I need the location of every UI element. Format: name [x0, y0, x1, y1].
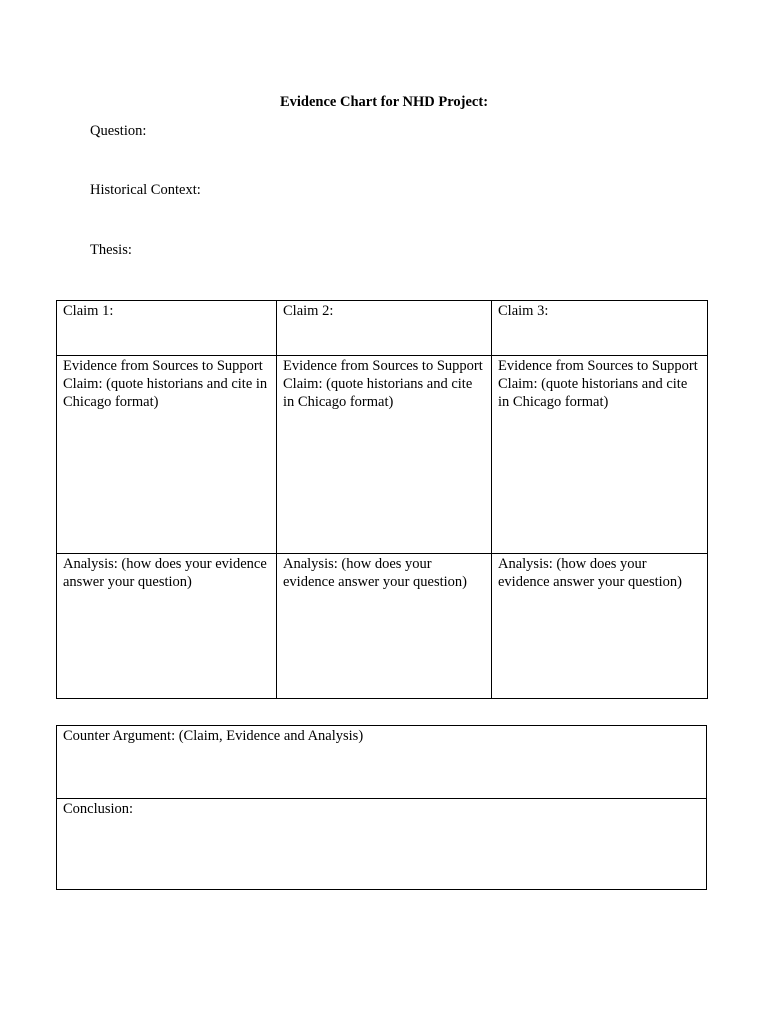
counter-argument-row: [57, 726, 707, 799]
summary-table: [56, 725, 707, 890]
evidence-1-cell[interactable]: Evidence from Sources to Support Claim: (quote historians and cite in Chicago format): [57, 356, 277, 554]
evidence-row: [57, 356, 708, 554]
question-label: Question:: [90, 123, 147, 139]
claim-2-cell[interactable]: Claim 2:: [277, 301, 492, 356]
claim-3-cell[interactable]: Claim 3:: [492, 301, 708, 356]
thesis-label: Thesis:: [90, 242, 132, 258]
counter-argument-cell[interactable]: Counter Argument: (Claim, Evidence and Analysis): [57, 726, 707, 799]
evidence-3-cell[interactable]: Evidence from Sources to Support Claim: (quote historians and cite in Chicago format): [492, 356, 708, 554]
evidence-2-cell[interactable]: Evidence from Sources to Support Claim: (quote historians and cite in Chicago format): [277, 356, 492, 554]
conclusion-row: [57, 799, 707, 890]
document-title: Evidence Chart for NHD Project:: [279, 94, 489, 110]
evidence-chart-table: [56, 300, 708, 699]
analysis-2-cell[interactable]: Analysis: (how does your evidence answer your question): [277, 554, 492, 699]
analysis-1-cell[interactable]: Analysis: (how does your evidence answer your question): [57, 554, 277, 699]
historical-context-label: Historical Context:: [90, 182, 201, 198]
analysis-3-cell[interactable]: Analysis: (how does your evidence answer your question): [492, 554, 708, 699]
analysis-row: [57, 554, 708, 699]
claim-1-cell[interactable]: Claim 1:: [57, 301, 277, 356]
claim-row: [57, 301, 708, 356]
conclusion-cell[interactable]: Conclusion:: [57, 799, 707, 890]
